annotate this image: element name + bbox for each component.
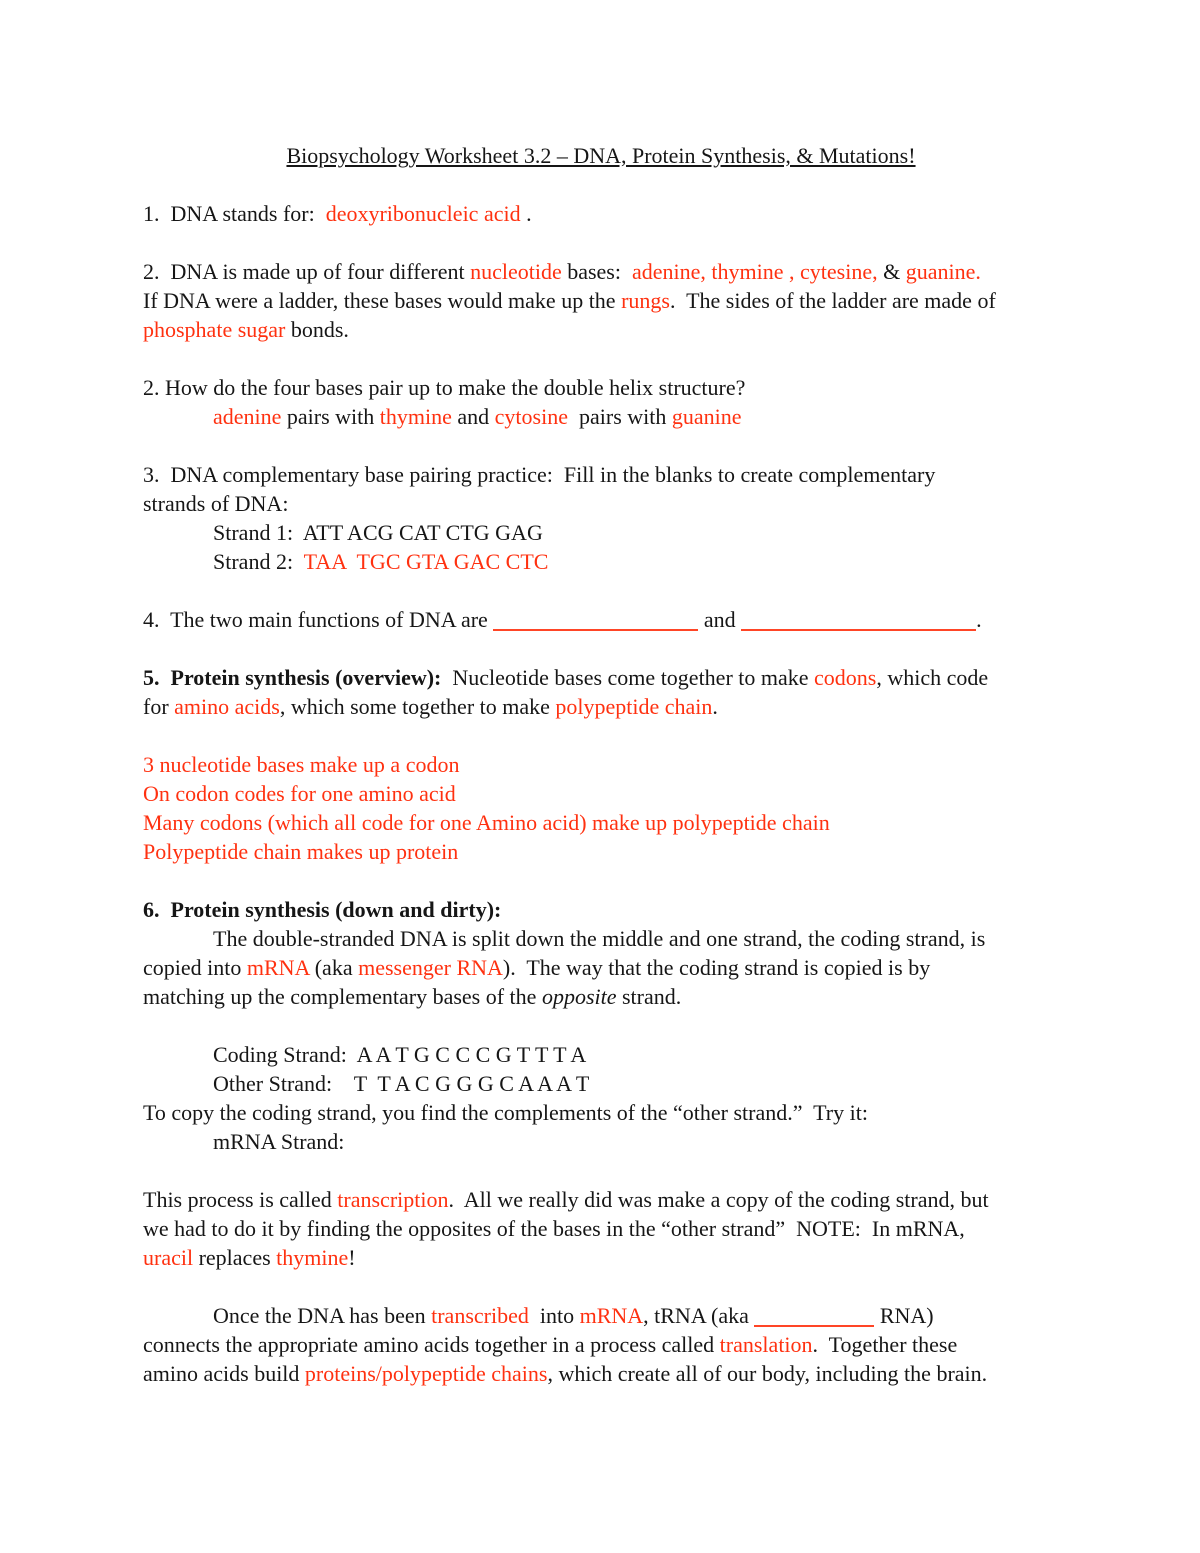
text-line [143,1301,1059,1330]
text-segment: Coding Strand: A A T G C C C G T T T A [213,1042,587,1067]
document-body [143,141,1059,1388]
text-segment: This process is called [143,1187,338,1212]
translation-paragraph [143,1301,1059,1388]
text-line [143,257,1059,286]
text-segment: On codon codes for one amino acid [143,781,456,806]
text-segment: copied into [143,955,247,980]
text-segment: thymine , [711,259,795,284]
text-segment: pairs with [281,404,380,429]
text-line [143,1359,1059,1388]
transcription-paragraph [143,1185,1059,1272]
text-segment: 1. DNA stands for: [143,201,326,226]
question-2-base-pairing [143,373,1059,431]
text-line [143,1185,1059,1214]
text-line [143,982,1059,1011]
text-line [143,953,1059,982]
text-line [143,605,1059,634]
text-line [143,199,1059,228]
text-segment: adenine, [631,259,706,284]
text-line [143,1243,1059,1272]
text-segment: (aka [309,955,359,980]
text-line [143,1214,1059,1243]
text-line [143,1127,1059,1156]
text-line [143,779,1059,808]
text-segment: connects the appropriate amino acids together in a process called [143,1332,720,1357]
text-line [143,663,1059,692]
text-segment: ). The way that the coding strand is copied is by [502,955,931,980]
text-segment: mRNA Strand: [213,1129,345,1154]
text-segment: bases: [561,259,632,284]
text-segment: proteins/polypeptide chains [304,1361,548,1386]
text-segment: mRNA [579,1303,644,1328]
text-line [143,315,1059,344]
question-1-dna-stands-for [143,199,1059,228]
question-5-protein-synthesis-overview [143,663,1059,721]
text-segment: Nucleotide bases come together to make [441,665,815,690]
text-line [143,141,1059,170]
text-line [143,286,1059,315]
text-segment: bonds. [285,317,349,342]
text-segment: codons [814,665,877,690]
text-segment: transcription [337,1187,449,1212]
text-segment: Biopsychology Worksheet 3.2 – DNA, Protein Synthesis, & Mutations! [286,143,916,168]
text-segment: uracil [143,1245,194,1270]
text-segment: . The sides of the ladder are made of [669,288,996,313]
text-segment: , which code [876,665,989,690]
text-segment: cytesine, [800,259,878,284]
text-segment: deoxyribonucleic acid [325,201,521,226]
text-segment: RNA) [874,1303,934,1328]
text-line [143,750,1059,779]
text-segment: Many codons (which all code for one Amino acid) make up polypeptide chain [143,810,830,835]
text-segment: 5. Protein synthesis (overview): [143,665,442,690]
text-segment: guanine. [905,259,981,284]
text-segment: 6. Protein synthesis (down and dirty): [143,897,502,922]
text-segment: Once the DNA has been [213,1303,432,1328]
text-line [143,460,1059,489]
text-segment: messenger RNA [358,955,503,980]
fill-in-blank [754,1311,874,1327]
text-segment: 4. The two main functions of DNA are [143,607,494,632]
text-segment: Strand 2: [213,549,304,574]
text-line [143,924,1059,953]
text-segment: we had to do it by finding the opposites of the bases in the “other strand” NOTE: In mRNA, [143,1216,965,1241]
text-segment: . [520,201,532,226]
text-line [143,1098,1059,1127]
text-segment: cytosine [494,404,568,429]
text-segment: 3 nucleotide bases make up a codon [143,752,460,777]
text-segment: ! [348,1245,356,1270]
text-segment: thymine [276,1245,349,1270]
text-segment: . [976,607,982,632]
text-segment: If DNA were a ladder, these bases would make up the [143,288,622,313]
text-segment: guanine [671,404,742,429]
text-segment: . All we really did was make a copy of the coding strand, but [448,1187,989,1212]
fill-in-blank [741,615,976,631]
text-line [143,1040,1059,1069]
text-line [143,1330,1059,1359]
text-segment: , which some together to make [279,694,556,719]
text-segment: adenine [213,404,282,429]
text-segment: and [698,607,742,632]
text-line [143,1069,1059,1098]
text-segment: mRNA [246,955,310,980]
text-segment: 3. DNA complementary base pairing practice: Fill in the blanks to create complementary [143,462,936,487]
text-segment: polypeptide chain [555,694,713,719]
text-line [143,692,1059,721]
text-segment: strands of DNA: [143,491,289,516]
text-line [143,402,1059,431]
text-segment: transcribed [431,1303,529,1328]
text-segment: phosphate sugar [143,317,286,342]
text-line [143,808,1059,837]
text-segment: , tRNA (aka [643,1303,755,1328]
text-segment: , which create all of our body, including the brain. [547,1361,988,1386]
text-segment: matching up the complementary bases of the [143,984,542,1009]
text-segment: nucleotide [470,259,562,284]
text-segment: TAA TGC GTA GAC CTC [303,549,549,574]
text-segment: and [451,404,495,429]
text-segment: opposite [541,984,617,1009]
question-6-protein-synthesis-down-and-dirty [143,895,1059,1011]
text-segment: 2. DNA is made up of four different [143,259,471,284]
text-segment: translation [719,1332,813,1357]
fill-in-blank [493,615,698,631]
codon-notes [143,750,1059,866]
text-segment: 2. How do the four bases pair up to make the double helix structure? [143,375,746,400]
text-line [143,518,1059,547]
text-segment: Polypeptide chain makes up protein [143,839,459,864]
text-segment: Strand 1: ATT ACG CAT CTG GAG [213,520,543,545]
text-line [143,837,1059,866]
question-2-nucleotide-bases [143,257,1059,344]
text-segment: rungs [621,288,670,313]
text-segment: amino acids build [143,1361,305,1386]
strand-copy-practice [143,1040,1059,1156]
text-segment: Other Strand: T T A C G G G C A A A T [213,1071,590,1096]
text-segment: replaces [193,1245,277,1270]
text-segment: for [143,694,175,719]
text-segment: amino acids [174,694,280,719]
text-line [143,489,1059,518]
text-segment: . [712,694,718,719]
text-segment: To copy the coding strand, you find the complements of the “other strand.” Try it: [143,1100,868,1125]
text-segment: thymine [379,404,452,429]
text-segment: & [877,259,906,284]
text-line [143,895,1059,924]
text-line [143,373,1059,402]
text-line [143,547,1059,576]
text-segment: The double-stranded DNA is split down the middle and one strand, the coding strand, is [213,926,986,951]
question-3-complementary-practice [143,460,1059,576]
text-segment: strand. [616,984,682,1009]
text-segment: pairs with [568,404,672,429]
text-segment: into [528,1303,580,1328]
question-4-two-main-functions [143,605,1059,634]
text-segment: . Together these [812,1332,958,1357]
worksheet-title [143,141,1059,170]
